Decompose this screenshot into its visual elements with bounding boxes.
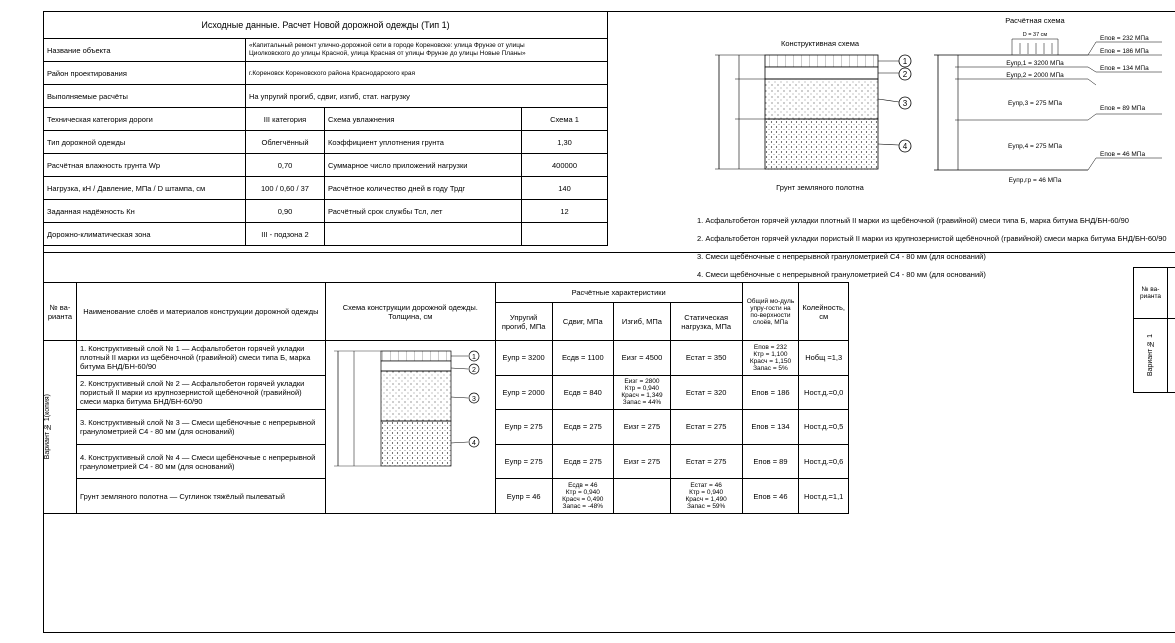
upr-cell: Еупр = 275 — [495, 444, 552, 479]
h-common: Общий мо-дуль упру-гости на по-верхности слоёв, МПа — [742, 283, 799, 341]
param-value: 400000 — [522, 154, 608, 177]
calc-scheme — [928, 10, 1168, 190]
izg-cell — [614, 479, 671, 514]
svg-text:2: 2 — [471, 367, 476, 374]
epov-1: Епов = 232 МПа — [1100, 35, 1149, 42]
h-calc: Расчётные характеристики — [495, 283, 742, 303]
layers-list-item: 1. Асфальтобетон горячей укладки плотный II марки из щебёночной (гравийной) смеси типа Б, марка битума БНД/БН-60/90 — [697, 216, 1129, 225]
layers-list-item: 3. Смеси щебёночные с непрерывной гранулометрией С4 - 80 мм (для оснований) — [697, 252, 986, 261]
district-value: г.Кореновск Кореновского района Краснодарского края — [246, 62, 608, 85]
param-value: III категория — [246, 108, 325, 131]
variant-cell: Вариант № 1(копия) — [44, 341, 77, 514]
epov-2: Епов = 186 МПа — [1100, 48, 1149, 55]
upr-cell: Еупр = 2000 — [495, 375, 552, 410]
sdv-cell: Есдв = 275 — [552, 444, 614, 479]
layer-num-3: 3 — [902, 99, 908, 108]
layers-list — [697, 212, 1167, 284]
upr-cell: Еупр = 46 — [495, 479, 552, 514]
eupr-3: Еупр,3 = 275 МПа — [1008, 100, 1062, 107]
object-label: Название объекта — [44, 39, 246, 62]
param-label: Заданная надёжность Кн — [44, 200, 246, 223]
eupr-1: Еупр,1 = 3200 МПа — [1006, 60, 1064, 67]
layer-name: 1. Конструктивный слой № 1 — Асфальтобетон горячей укладки плотный II марки из щебёночной (гравийной) смеси типа Б, марка битума БНД/БН-60/90 — [76, 341, 325, 376]
h-sdv: Сдвиг, МПа — [552, 303, 614, 341]
object-value: «Капитальный ремонт улично-дорожной сети в городе Кореновске: улица Фрунзе от улицы Циолковского до улицы Красной, улица Красная от улицы Фрунзе до улицы Новые Планы» — [246, 39, 608, 62]
common-cell: Епов = 46 — [742, 479, 799, 514]
param-label: Тип дорожной одежды — [44, 131, 246, 154]
param-label: Дорожно-климатическая зона — [44, 223, 246, 246]
eupr-gr: Еупр,гр = 46 МПа — [1008, 177, 1062, 184]
common-cell: Епов = 134 — [742, 410, 799, 445]
param-value: 0,90 — [246, 200, 325, 223]
district-label: Район проектирования — [44, 62, 246, 85]
ground-label: Грунт земляного полотна — [776, 183, 864, 192]
param-value: III - подзона 2 — [246, 223, 325, 246]
epov-3: Епов = 134 МПа — [1100, 65, 1149, 72]
layer-name: 4. Конструктивный слой № 4 — Смеси щебёночные с непрерывной гранулометрией С4 - 80 мм (для оснований) — [76, 444, 325, 479]
param-value — [522, 223, 608, 246]
param-label: Расчётный срок службы Тсл, лет — [325, 200, 522, 223]
table-scheme — [326, 341, 489, 511]
sdv-cell: Есдв = 46 Ктр = 0,940 Красч = 0,490 Запас = -48% — [552, 479, 614, 514]
layer-num-1: 1 — [902, 57, 908, 66]
epov-4: Епов = 89 МПа — [1100, 105, 1146, 112]
common-cell: Епов = 232 Ктр = 1,100 Красч = 1,150 Запас = 5% — [742, 341, 799, 376]
h-kol: Колейность, см — [799, 283, 849, 341]
kol-cell: Ност.д.=0,5 — [799, 410, 849, 445]
param-label: Коэффициент уплотнения грунта — [325, 131, 522, 154]
stat-cell: Естат = 46 Ктр = 0,940 Красч = 1,490 Запас = 59% — [670, 479, 742, 514]
side-variant: Вариант № 1 — [1134, 318, 1168, 392]
svg-text:1: 1 — [471, 354, 476, 361]
param-value: 12 — [522, 200, 608, 223]
param-value: Облегчённый — [246, 131, 325, 154]
stat-cell: Естат = 275 — [670, 444, 742, 479]
stat-cell: Естат = 320 — [670, 375, 742, 410]
scheme-cell — [325, 341, 495, 514]
param-label: Техническая категория дороги — [44, 108, 246, 131]
stat-cell: Естат = 350 — [670, 341, 742, 376]
upr-cell: Еупр = 275 — [495, 410, 552, 445]
h-stat: Статическая нагрузка, МПа — [670, 303, 742, 341]
param-value: 0,70 — [246, 154, 325, 177]
kol-cell: Нобщ =1,3 — [799, 341, 849, 376]
eupr-2: Еупр,2 = 2000 МПа — [1006, 72, 1064, 79]
param-label: Нагрузка, кН / Давление, МПа / D штампа, см — [44, 177, 246, 200]
kol-cell: Ност.д.=0,0 — [799, 375, 849, 410]
izg-cell: Еизг = 275 — [614, 410, 671, 445]
construct-scheme — [705, 30, 925, 200]
results-table — [43, 282, 849, 514]
param-label: Расчётное количество дней в году Трдг — [325, 177, 522, 200]
param-label: Суммарное число приложений нагрузки — [325, 154, 522, 177]
param-label: Расчётная влажность грунта Wp — [44, 154, 246, 177]
param-label: Схема увлажнения — [325, 108, 522, 131]
h-name: Наименование слоёв и материалов конструкции дорожной одежды — [76, 283, 325, 341]
sdv-cell: Есдв = 840 — [552, 375, 614, 410]
layers-list-item: 2. Асфальтобетон горячей укладки пористый II марки из крупнозернистой щебёночной (гравийной) смеси марка битума БНД/БН-60/90 — [697, 234, 1167, 243]
calc-value: На упругий прогиб, сдвиг, изгиб, стат. нагрузку — [246, 85, 608, 108]
sdv-cell: Есдв = 275 — [552, 410, 614, 445]
d-label: D = 37 см — [1022, 32, 1048, 38]
sdv-cell: Есдв = 1100 — [552, 341, 614, 376]
h-upr: Упругий прогиб, МПа — [495, 303, 552, 341]
side-table — [1133, 267, 1175, 393]
param-value: 100 / 0,60 / 37 — [246, 177, 325, 200]
layers-list-item: 4. Смеси щебёночные с непрерывной гранулометрией С4 - 80 мм (для оснований) — [697, 270, 986, 279]
svg-text:4: 4 — [471, 440, 476, 447]
svg-text:3: 3 — [471, 396, 476, 403]
calc-scheme-title: Расчётная схема — [1005, 16, 1065, 25]
eupr-4: Еупр,4 = 275 МПа — [1008, 143, 1062, 150]
h-scheme: Схема конструкции дорожной одежды. Толщина, см — [325, 283, 495, 341]
construct-title: Конструктивная схема — [780, 39, 860, 48]
h-variant: № ва-рианта — [44, 283, 77, 341]
kol-cell: Ност.д.=0,6 — [799, 444, 849, 479]
side-h-variant: № ва-рианта — [1134, 268, 1168, 319]
layer-num-2: 2 — [902, 70, 908, 79]
layer-name: 3. Конструктивный слой № 3 — Смеси щебёночные с непрерывной гранулометрией С4 - 80 мм (для оснований) — [76, 410, 325, 445]
izg-cell: Еизг = 275 — [614, 444, 671, 479]
param-value: 1,30 — [522, 131, 608, 154]
stat-cell: Естат = 275 — [670, 410, 742, 445]
param-value: Схема 1 — [522, 108, 608, 131]
izg-cell: Еизг = 4500 — [614, 341, 671, 376]
izg-cell: Еизг = 2800 Ктр = 0,940 Красч = 1,349 Запас = 44% — [614, 375, 671, 410]
common-cell: Епов = 186 — [742, 375, 799, 410]
layer-num-4: 4 — [902, 142, 908, 151]
upr-cell: Еупр = 3200 — [495, 341, 552, 376]
h-izg: Изгиб, МПа — [614, 303, 671, 341]
calc-label: Выполняемые расчёты — [44, 85, 246, 108]
epov-5: Епов = 46 МПа — [1100, 151, 1146, 158]
kol-cell: Ност.д.=1,1 — [799, 479, 849, 514]
page-title: Исходные данные. Расчет Новой дорожной одежды (Тип 1) — [44, 12, 608, 39]
param-value: 140 — [522, 177, 608, 200]
common-cell: Епов = 89 — [742, 444, 799, 479]
layer-name: Грунт земляного полотна — Суглинок тяжёлый пылеватый — [76, 479, 325, 514]
source-data-table — [43, 11, 608, 246]
layer-name: 2. Конструктивный слой № 2 — Асфальтобетон горячей укладки пористый II марки из крупнозернистой щебёночной (гравийной) смеси марка битума БНД/БН-60/90 — [76, 375, 325, 410]
param-label — [325, 223, 522, 246]
